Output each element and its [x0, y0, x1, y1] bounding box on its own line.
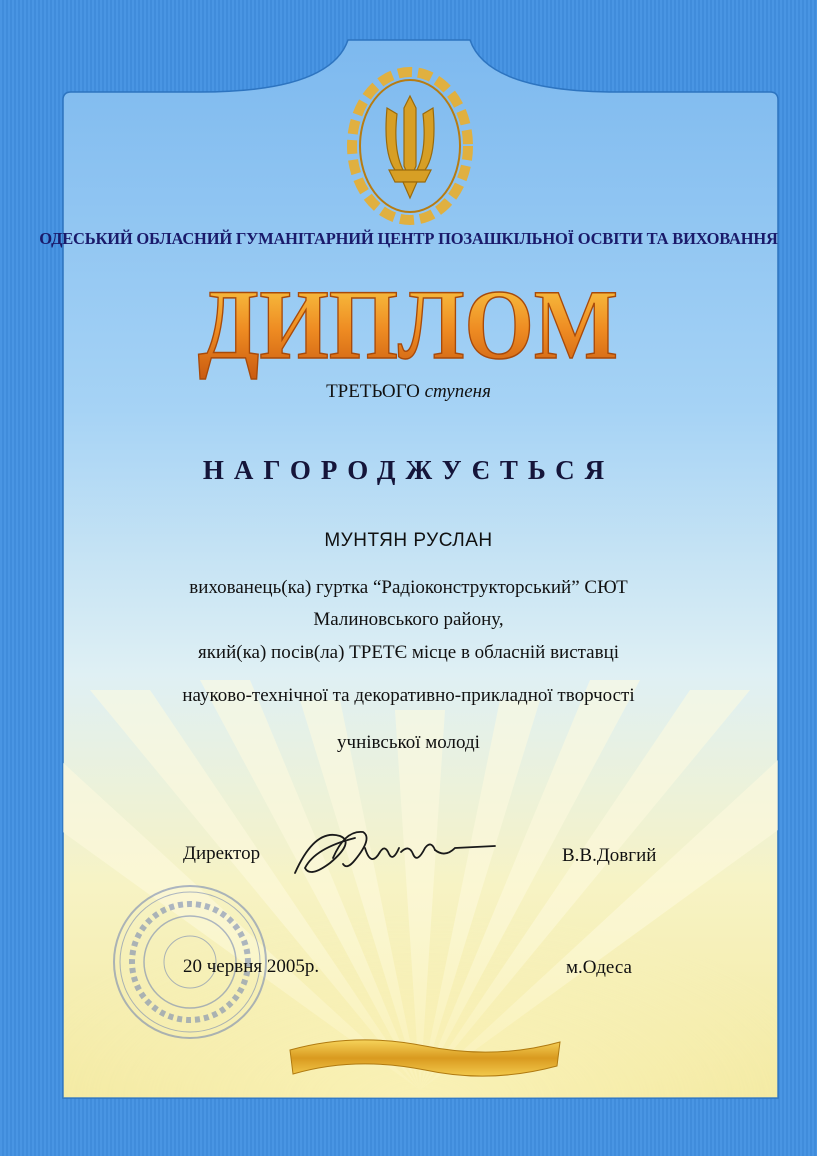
title-graphic: [0, 270, 817, 380]
body-line-4: науково-технічної та декоративно-прикладної творчості: [182, 685, 635, 706]
degree-rank: ТРЕТЬОГО: [326, 381, 420, 402]
recipient-name: МУНТЯН РУСЛАН: [324, 530, 493, 551]
issue-city: м.Одеса: [566, 957, 632, 978]
handwritten-signature-icon: [285, 818, 500, 888]
gold-ribbon-icon: [285, 1028, 565, 1083]
signatory-name: В.В.Довгий: [562, 845, 657, 866]
body-line-5: учнівської молоді: [337, 732, 480, 753]
issue-date: 20 червня 2005р.: [183, 956, 320, 977]
body-line-1: вихованець(ка) гуртка “Радіоконструкторський” СЮТ: [189, 577, 628, 598]
trident-wreath-icon: [343, 58, 478, 228]
title-container: [0, 270, 817, 380]
awarded-label: НАГОРОДЖУЄТЬСЯ: [202, 455, 615, 485]
degree-line: [0, 381, 817, 403]
degree-word: ступеня: [424, 381, 491, 402]
body-line-3: який(ка) посів(ла) ТРЕТЄ місце в обласній виставці: [197, 642, 620, 663]
title-text: ДИПЛОМ: [198, 270, 618, 380]
signatory-position: Директор: [183, 843, 261, 864]
organization-name: ОДЕСЬКИЙ ОБЛАСНИЙ ГУМАНІТАРНИЙ ЦЕНТР ПОЗАШКІЛЬНОЇ ОСВІТИ ТА ВИХОВАННЯ: [39, 229, 778, 248]
body-line-2: Малиновського району,: [313, 609, 504, 630]
